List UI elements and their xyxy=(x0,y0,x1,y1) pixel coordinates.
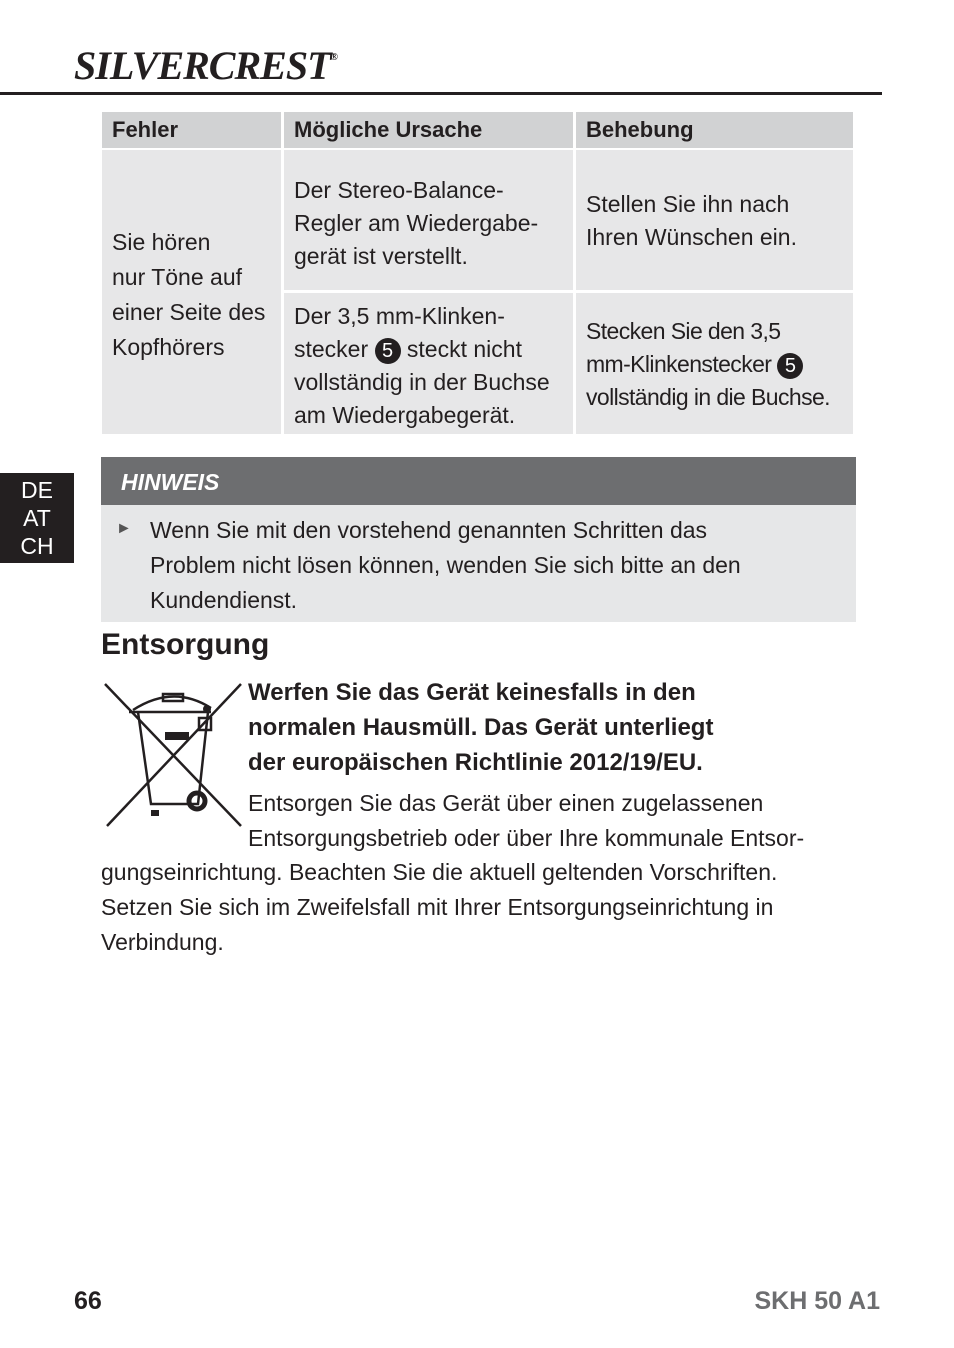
bullet-arrow-icon: ► xyxy=(116,520,132,537)
brand-logo xyxy=(74,42,337,89)
text-line: Sie hören xyxy=(112,229,211,255)
disposal-warning xyxy=(248,675,713,780)
text-line: vollständig in der Buchse xyxy=(294,369,550,395)
header-behebung: Behebung xyxy=(576,112,853,148)
text-line: Der Stereo-Balance- xyxy=(294,177,504,203)
text-line: Kundendienst. xyxy=(150,587,298,613)
fix-cell xyxy=(576,150,853,290)
text-line: gerät ist verstellt. xyxy=(294,243,468,269)
lang-de: DE xyxy=(21,477,53,503)
part-number-badge: 5 xyxy=(375,338,401,364)
text-line: einer Seite des xyxy=(112,299,266,325)
text-line: mm-Klinkenstecker xyxy=(586,351,772,377)
cause-cell xyxy=(284,293,573,434)
header-fehler: Fehler xyxy=(102,112,281,148)
text-line: stecker xyxy=(294,336,369,362)
disposal-text-cont xyxy=(101,855,777,960)
text-line: Verbindung. xyxy=(101,929,224,955)
hinweis-body xyxy=(101,505,856,622)
text-line: Setzen Sie sich im Zweifelsfall mit Ihrer Entsorgungseinrichtung in xyxy=(101,894,774,920)
text-line: Kopfhörers xyxy=(112,334,225,360)
text-line: normalen Hausmüll. Das Gerät unterliegt xyxy=(248,714,714,741)
text-line: vollständig in die Buchse. xyxy=(586,384,830,410)
lang-ch: CH xyxy=(20,533,54,559)
text-line: steckt nicht xyxy=(406,336,522,362)
text-line: Ihren Wünschen ein. xyxy=(586,224,797,250)
model-number: SKH 50 A1 xyxy=(754,1287,880,1315)
text-line: Entsorgungsbetrieb oder über Ihre kommunale Entsor- xyxy=(248,825,805,851)
text-line: Werfen Sie das Gerät keinesfalls in den xyxy=(248,679,696,706)
section-heading: Entsorgung xyxy=(101,628,270,661)
text-line: Problem nicht lösen können, wenden Sie sich bitte an den xyxy=(150,552,741,578)
page-number: 66 xyxy=(74,1287,102,1315)
registered-mark: ® xyxy=(330,52,338,63)
text-line: gungseinrichtung. Beachten Sie die aktuell geltenden Vorschriften. xyxy=(101,859,778,885)
fix-cell xyxy=(576,293,853,434)
text-line: der europäischen Richtlinie 2012/19/EU. xyxy=(248,749,703,776)
fault-cell xyxy=(102,150,281,434)
disposal-text xyxy=(248,786,804,856)
text-line: nur Töne auf xyxy=(112,264,243,290)
lang-at: AT xyxy=(23,505,51,531)
header-ursache: Mögliche Ursache xyxy=(284,112,573,148)
part-number-badge: 5 xyxy=(777,353,803,379)
cause-cell xyxy=(284,150,573,290)
text-line: Entsorgen Sie das Gerät über einen zugelassenen xyxy=(248,790,764,816)
text-line: Stellen Sie ihn nach xyxy=(586,191,790,217)
text-line: Wenn Sie mit den vorstehend genannten Schritten das xyxy=(150,517,708,543)
text-line: Der 3,5 mm-Klinken- xyxy=(294,303,505,329)
text-line: Regler am Wiedergabe- xyxy=(294,210,539,236)
crossed-bin-icon xyxy=(103,682,245,828)
hinweis-title: HINWEIS xyxy=(101,457,856,505)
header-rule xyxy=(0,92,882,95)
brand-name: SILVERCREST xyxy=(74,43,331,88)
text-line: Stecken Sie den 3,5 xyxy=(586,318,781,344)
language-tab xyxy=(0,473,74,563)
text-line: am Wiedergabegerät. xyxy=(294,402,516,428)
